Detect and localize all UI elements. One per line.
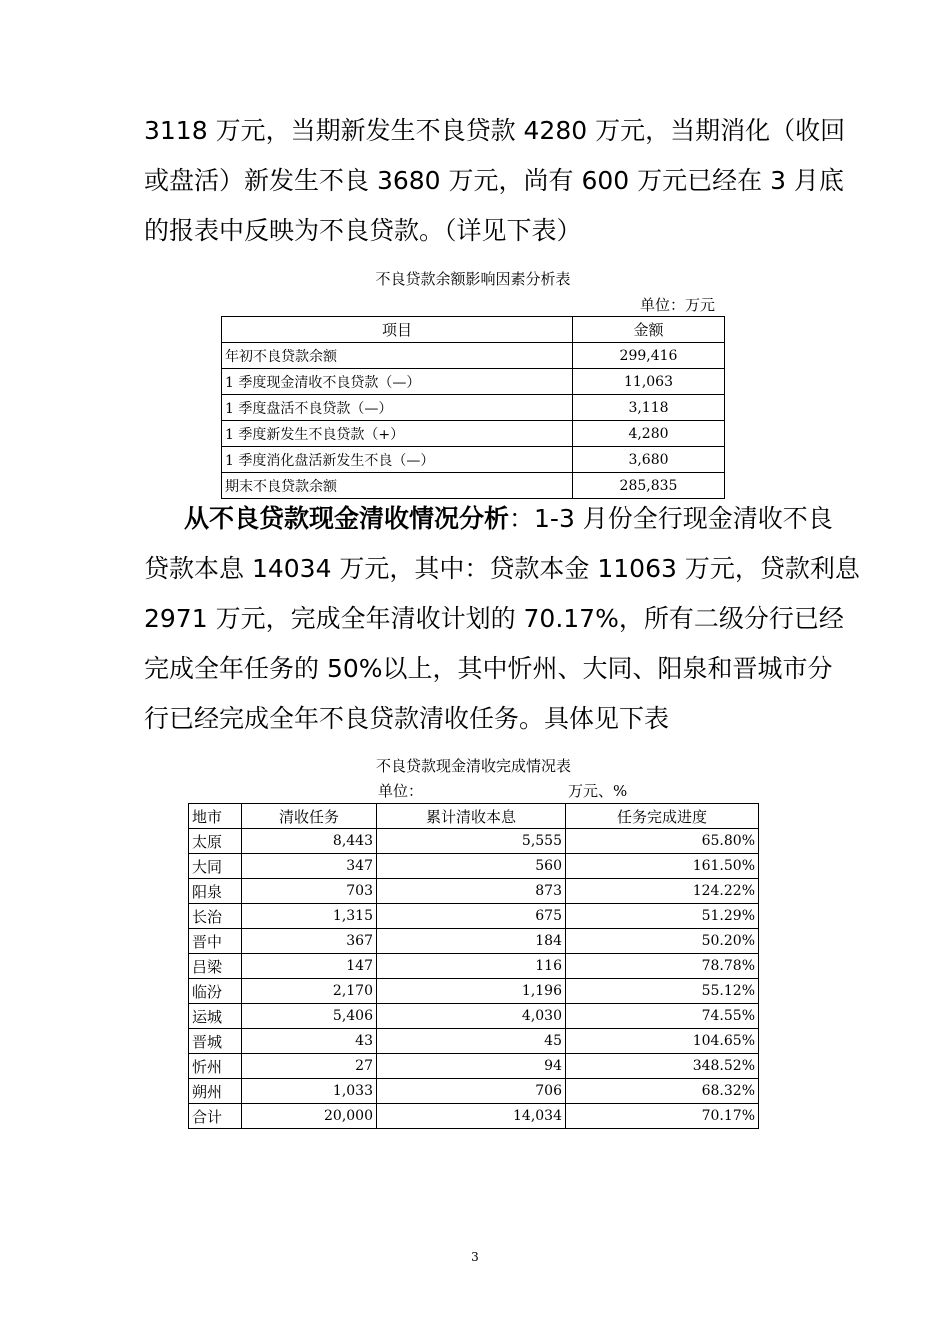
text-line: 3118 万元，当期新发生不良贷款 4280 万元，当期消化（收回 <box>144 116 846 145</box>
cell-progress: 50.20% <box>566 929 759 954</box>
cell-amount: 4,280 <box>573 421 725 447</box>
cell-city: 晋中 <box>189 929 242 954</box>
cell-city: 朔州 <box>189 1079 242 1104</box>
column-header-amount: 金额 <box>573 317 725 343</box>
npl-balance-factor-table <box>221 316 725 499</box>
table1-unit: 单位：万元 <box>640 296 716 314</box>
column-header-progress: 任务完成进度 <box>566 804 759 829</box>
table-row <box>189 854 759 879</box>
cell-recovered: 94 <box>377 1054 566 1079</box>
text-line: 的报表中反映为不良贷款。（详见下表） <box>144 216 582 245</box>
text-line: 2971 万元，完成全年清收计划的 70.17%，所有二级分行已经 <box>144 604 844 633</box>
column-header-recovered: 累计清收本息 <box>377 804 566 829</box>
table-row <box>189 954 759 979</box>
cell-target: 1,315 <box>242 904 377 929</box>
cell-recovered: 5,555 <box>377 829 566 854</box>
table-row <box>189 1079 759 1104</box>
cell-progress: 70.17% <box>566 1104 759 1129</box>
cell-progress: 104.65% <box>566 1029 759 1054</box>
cell-target: 20,000 <box>242 1104 377 1129</box>
cell-recovered: 706 <box>377 1079 566 1104</box>
table-header-row <box>222 317 725 343</box>
cell-progress: 74.55% <box>566 1004 759 1029</box>
table-row <box>189 1104 759 1129</box>
table1-title: 不良贷款余额影响因素分析表 <box>375 270 571 288</box>
cell-item: 1 季度盘活不良贷款（—） <box>222 395 573 421</box>
cell-item: 1 季度消化盘活新发生不良（—） <box>222 447 573 473</box>
cell-progress: 124.22% <box>566 879 759 904</box>
cell-progress: 78.78% <box>566 954 759 979</box>
cell-city: 太原 <box>189 829 242 854</box>
cell-recovered: 116 <box>377 954 566 979</box>
cell-item: 年初不良贷款余额 <box>222 343 573 369</box>
cell-amount: 11,063 <box>573 369 725 395</box>
table-row <box>189 1029 759 1054</box>
cash-recovery-table <box>188 803 759 1129</box>
bold-lead-text: 从不良贷款现金清收情况分析 <box>184 504 510 533</box>
cell-city: 晋城 <box>189 1029 242 1054</box>
text-line: 完成全年任务的 50%以上，其中忻州、大同、阳泉和晋城市分 <box>144 654 833 683</box>
cell-recovered: 14,034 <box>377 1104 566 1129</box>
cell-city: 忻州 <box>189 1054 242 1079</box>
text-line <box>144 494 833 544</box>
cell-item: 期末不良贷款余额 <box>222 473 573 499</box>
cell-target: 8,443 <box>242 829 377 854</box>
cell-recovered: 1,196 <box>377 979 566 1004</box>
table-row <box>189 1004 759 1029</box>
table-header-row <box>189 804 759 829</box>
cell-recovered: 184 <box>377 929 566 954</box>
cell-amount: 299,416 <box>573 343 725 369</box>
table-row <box>189 929 759 954</box>
table-row <box>222 369 725 395</box>
cell-target: 347 <box>242 854 377 879</box>
table-row <box>189 879 759 904</box>
cell-recovered: 4,030 <box>377 1004 566 1029</box>
cell-target: 147 <box>242 954 377 979</box>
cell-recovered: 873 <box>377 879 566 904</box>
cell-city: 临汾 <box>189 979 242 1004</box>
cell-target: 1,033 <box>242 1079 377 1104</box>
cell-city: 吕梁 <box>189 954 242 979</box>
cell-target: 2,170 <box>242 979 377 1004</box>
lead-rest-text: ：1-3 月份全行现金清收不良 <box>509 504 833 533</box>
cell-progress: 68.32% <box>566 1079 759 1104</box>
table-row <box>222 395 725 421</box>
cell-target: 43 <box>242 1029 377 1054</box>
cell-progress: 65.80% <box>566 829 759 854</box>
cell-recovered: 45 <box>377 1029 566 1054</box>
table2-unit-label: 单位： <box>378 782 424 800</box>
table-row <box>222 447 725 473</box>
cell-amount: 285,835 <box>573 473 725 499</box>
cell-city: 阳泉 <box>189 879 242 904</box>
cell-recovered: 560 <box>377 854 566 879</box>
cell-city: 长治 <box>189 904 242 929</box>
column-header-item: 项目 <box>222 317 573 343</box>
table1-body <box>222 343 725 499</box>
paragraph-cash-recovery <box>144 494 860 744</box>
table-row <box>222 343 725 369</box>
cell-item: 1 季度新发生不良贷款（+） <box>222 421 573 447</box>
text-line: 行已经完成全年不良贷款清收任务。具体见下表 <box>144 704 670 733</box>
cell-progress: 55.12% <box>566 979 759 1004</box>
cell-city: 大同 <box>189 854 242 879</box>
paragraph-npl-changes <box>144 106 846 256</box>
table-row <box>189 904 759 929</box>
table-row <box>189 1054 759 1079</box>
text-line: 贷款本息 14034 万元，其中：贷款本金 11063 万元，贷款利息 <box>144 554 860 583</box>
table-row <box>189 979 759 1004</box>
cell-progress: 348.52% <box>566 1054 759 1079</box>
table-row <box>222 421 725 447</box>
cell-progress: 161.50% <box>566 854 759 879</box>
cell-target: 703 <box>242 879 377 904</box>
cell-recovered: 675 <box>377 904 566 929</box>
table-row <box>189 829 759 854</box>
cell-city: 合计 <box>189 1104 242 1129</box>
cell-progress: 51.29% <box>566 904 759 929</box>
cell-amount: 3,680 <box>573 447 725 473</box>
cell-amount: 3,118 <box>573 395 725 421</box>
column-header-target: 清收任务 <box>242 804 377 829</box>
cell-city: 运城 <box>189 1004 242 1029</box>
table2-body <box>189 829 759 1129</box>
cell-target: 5,406 <box>242 1004 377 1029</box>
text-line: 或盘活）新发生不良 3680 万元，尚有 600 万元已经在 3 月底 <box>144 166 844 195</box>
cell-target: 27 <box>242 1054 377 1079</box>
cell-target: 367 <box>242 929 377 954</box>
table2-title: 不良贷款现金清收完成情况表 <box>375 757 571 775</box>
column-header-city: 地市 <box>189 804 242 829</box>
page-number: 3 <box>471 1250 479 1264</box>
cell-item: 1 季度现金清收不良贷款（—） <box>222 369 573 395</box>
table2-unit-value: 万元、% <box>568 782 628 800</box>
